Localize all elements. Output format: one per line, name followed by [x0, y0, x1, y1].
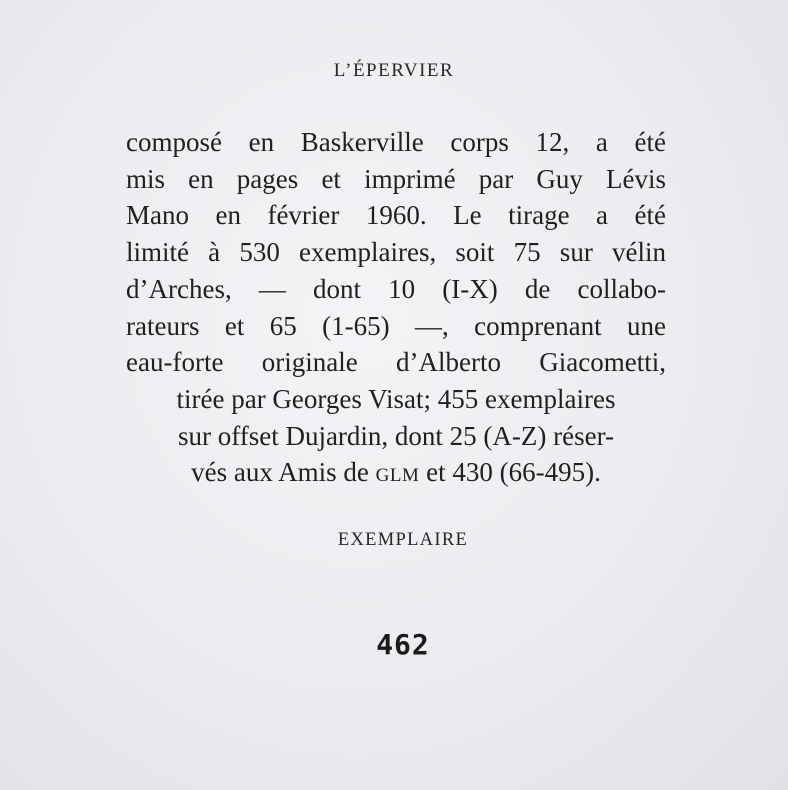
colophon-last-line-end: et 430 (66-495).	[419, 457, 601, 488]
colophon-line: d’Arches, — dont 10 (I-X) de collabo-	[126, 273, 666, 304]
colophon-line: rateurs et 65 (1-65) —, comprenant une	[126, 310, 666, 341]
colophon-line: mis en pages et imprimé par Guy Lévis	[126, 163, 666, 194]
colophon-line: eau-forte originale d’Alberto Giacometti,	[126, 347, 666, 378]
copy-number: 462	[376, 628, 430, 661]
colophon-last-line	[126, 454, 666, 495]
page-title: L’ÉPERVIER	[333, 60, 455, 81]
colophon-line: limité à 530 exemplaires, soit 75 sur vélin	[126, 237, 666, 268]
colophon-line: tirée par Georges Visat; 455 exemplaires	[176, 383, 616, 414]
colophon-line: sur offset Dujardin, dont 25 (A-Z) réser-	[177, 420, 615, 451]
publisher-initials: GLM	[375, 465, 420, 487]
colophon-line: composé en Baskerville corps 12, a été	[126, 127, 666, 157]
copy-label: EXEMPLAIRE	[337, 530, 469, 550]
colophon-line: Mano en février 1960. Le tirage a été	[126, 200, 666, 231]
colophon-text	[126, 124, 666, 495]
colophon-last-line-start: vés aux Amis de	[191, 457, 376, 488]
